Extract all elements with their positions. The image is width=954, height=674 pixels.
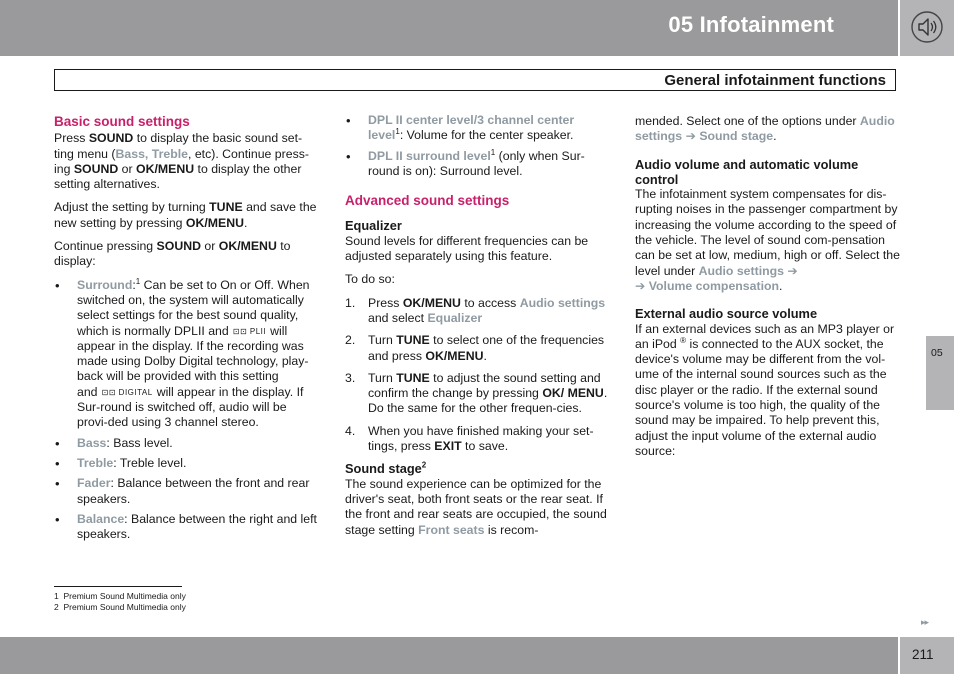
sound-stage-heading: Sound stage$^2$ [345,461,427,477]
page-number-box [900,637,954,674]
side-tab-label: 05 [931,347,943,359]
column-1 [54,114,320,547]
section-title: General infotainment functions [664,72,886,89]
list-item-bass: • Bass: Bass level. [54,436,320,451]
step-3: 3. Turn TUNE to adjust the sound setting and confirm the change by pressing OK/ MENU. Do the same for the other frequen-cies. [345,370,608,416]
chapter-side-tab[interactable] [926,336,954,410]
sound-settings-list [54,278,320,543]
step-4: 4. When you have finished making your set-tings, press EXIT to save. [345,423,594,454]
dolby-digital-logo: ⊡⊡ DIGITAL [101,387,153,397]
sound-stage-text: The sound experience can be optimized for the driver's seat, both front seats or the rear seat. If the front and rear seats are occupied, the sound stage setting Front seats is recom- [345,476,607,537]
footer-bar [0,637,898,674]
footnotes [54,586,186,613]
adjust-paragraph: Adjust the setting by turning TUNE and save the new setting by pressing OK/MENU. [54,200,317,230]
dolby-pl2-logo: ⊡⊡ PLII [232,326,267,336]
column-2 [345,113,611,546]
page-number: 211 [912,647,934,662]
list-item-center-level: • DPL II center level/3 channel center level$^1$: Volume for the center speaker. [345,113,611,144]
list-item-fader: • Fader: Balance between the front and rear speakers. [54,476,320,507]
section-header [54,69,896,91]
chapter-icon-box [900,0,954,56]
column-3 [635,114,901,467]
next-page-arrows-icon: ▸▸ [921,617,929,627]
advanced-sound-heading: Advanced sound settings [345,193,510,209]
basic-sound-heading: Basic sound settings [54,114,190,129]
list-item-surround: • Surround:$^1$ Can be set to On or Off. When switched on, the system will automatically select settings for the best sound quality, which is normally DPLII and ⊡⊡ PLII will appear in the display. If the recording was made using Dolby Digital technology, play-back will be provided with this setting and ⊡⊡ DIGITAL will appear in the display. If Sur-round is switched off, audio will be provi-ded using 3 channel stereo. [54,278,320,431]
arrow-right-icon: ➔ [787,263,798,278]
step-2: 2. Turn TUNE to select one of the frequencies and press OK/MENU. [345,333,605,363]
chapter-header-bar [0,0,898,56]
speaker-icon [911,11,943,43]
external-source-heading: External audio source volume [635,306,818,322]
avc-text: The infotainment system compensates for dis-rupting noises in the passenger compartment by increasing the volume according to the speed of the vehicle. The level of sound com-pensation can be set at low, medium, high or off. Select the level under Audio settings ➔ ➔ Volume compensation. [635,187,900,293]
sound-stage-continued: mended. Select one of the options under Audio settings ➔ Sound stage. [635,114,895,144]
list-item-treble: • Treble: Treble level. [54,456,320,471]
arrow-right-icon: ➔ [685,129,696,144]
step-1: 1. Press OK/MENU to access Audio settings and select Equalizer [345,295,606,325]
basic-sound-paragraph: Press SOUND to display the basic sound set-ting menu (Bass, Treble, etc). Continue press-ing SOUND or OK/MENU to display the other setting alternatives. [54,131,309,192]
list-item-surround-level: • DPL II surround level$^1$ (only when Sur-round is on): Surround level. [345,149,611,180]
footnote-2: 2 Premium Sound Multimedia only [54,602,186,612]
equalizer-steps [345,296,611,455]
external-source-text: If an external devices such as an MP3 player or an iPod ® is connected to the AUX socket, the device's volume may be different from the vol-ume of the internal sound sources such as the disc player or the radio. If the external sound source's volume is too high, the quality of the sound may be impaired. To help prevent this, adjust the input volume of the external audio source: [635,321,895,458]
chapter-title: 05 Infotainment [668,12,834,37]
arrow-right-icon: ➔ [635,278,646,293]
equalizer-text: Sound levels for different frequencies can be adjusted separately using this feature. [345,233,589,264]
avc-heading: Audio volume and automatic volume control [635,156,859,187]
todo-text: To do so: [345,272,395,287]
footnote-1: 1 Premium Sound Multimedia only [54,591,186,601]
equalizer-heading: Equalizer [345,218,402,234]
continue-paragraph: Continue pressing SOUND or OK/MENU to display: [54,239,291,269]
list-item-balance: • Balance: Balance between the right and left speakers. [54,512,320,543]
dpl-list [345,113,611,179]
